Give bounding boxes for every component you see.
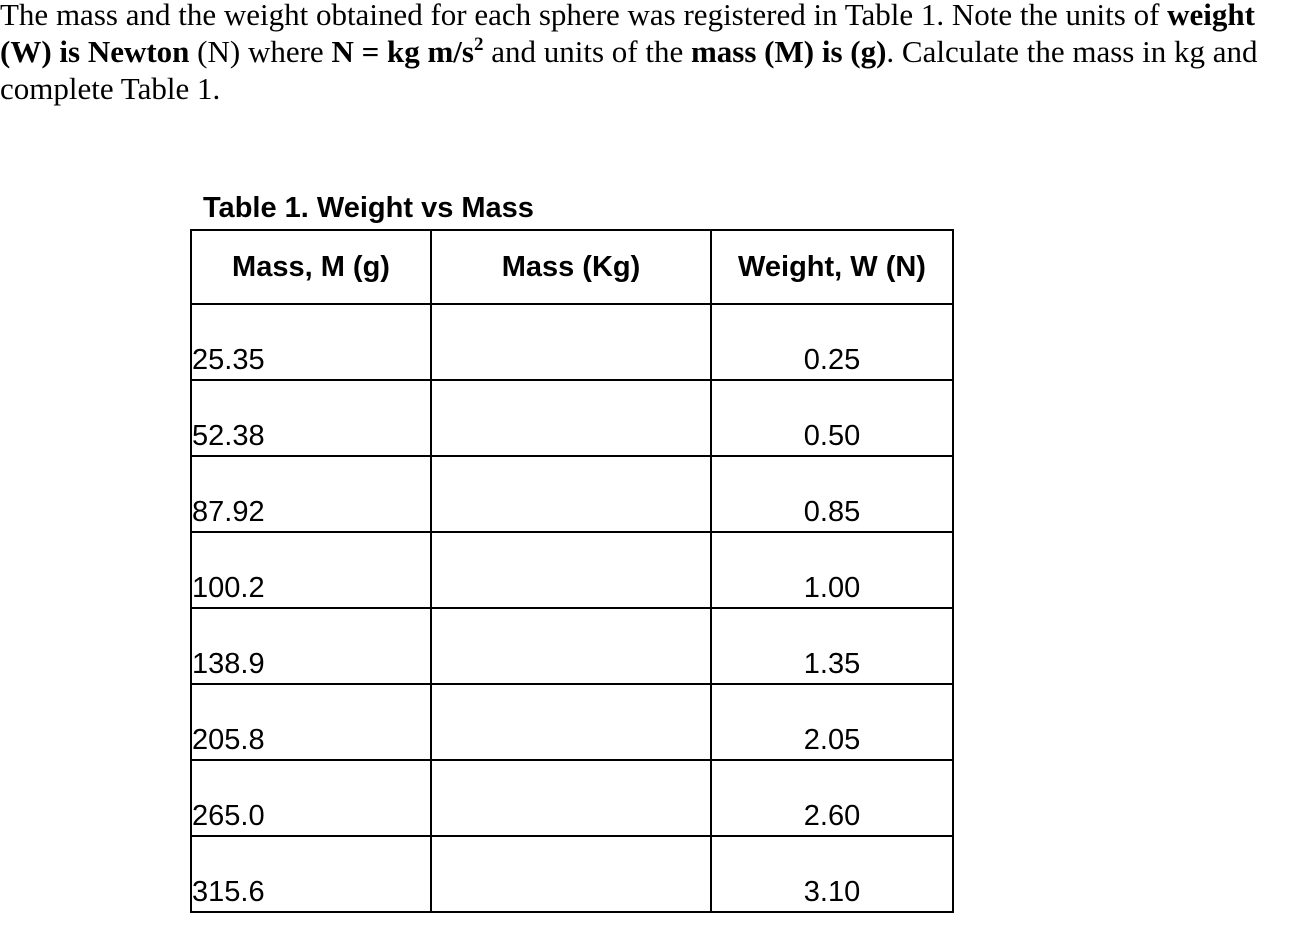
weight-mass-table [190, 229, 954, 913]
intro-text-3: and units of the [483, 34, 691, 69]
cell-mass-g: 52.38 [191, 380, 431, 456]
cell-mass-g: 100.2 [191, 532, 431, 608]
cell-mass-g: 205.8 [191, 684, 431, 760]
intro-bold-mass-unit: mass (M) is (g) [690, 34, 887, 69]
intro-text-1: The mass and the weight obtained for each sphere was registered in Table 1. Note the units of [0, 0, 1168, 32]
cell-mass-kg[interactable] [431, 684, 711, 760]
header-weight-n: Weight, W (N) [711, 230, 953, 304]
cell-weight-n: 0.85 [711, 456, 953, 532]
table-caption: Table 1. Weight vs Mass [203, 192, 534, 224]
instructions-paragraph [0, 0, 1290, 107]
cell-mass-kg[interactable] [431, 380, 711, 456]
cell-mass-g: 315.6 [191, 836, 431, 912]
cell-mass-g: 25.35 [191, 304, 431, 380]
cell-weight-n: 0.50 [711, 380, 953, 456]
cell-mass-g: 87.92 [191, 456, 431, 532]
table-header-row [191, 230, 953, 304]
cell-mass-kg[interactable] [431, 836, 711, 912]
cell-mass-kg[interactable] [431, 532, 711, 608]
table-row [191, 532, 953, 608]
intro-bold-weight-unit: weight (W) is Newton [0, 0, 1255, 69]
cell-weight-n: 2.60 [711, 760, 953, 836]
cell-mass-g: 265.0 [191, 760, 431, 836]
header-mass-g: Mass, M (g) [191, 230, 431, 304]
cell-weight-n: 0.25 [711, 304, 953, 380]
cell-mass-kg[interactable] [431, 304, 711, 380]
table-row [191, 760, 953, 836]
intro-bold-newton-def [331, 34, 483, 69]
intro-text-4: . Calculate the mass in kg and complete Table 1. [0, 34, 1258, 106]
cell-mass-kg[interactable] [431, 760, 711, 836]
cell-mass-g: 138.9 [191, 608, 431, 684]
intro-text-2: (N) where [189, 34, 332, 69]
table-row [191, 380, 953, 456]
header-mass-kg: Mass (Kg) [431, 230, 711, 304]
exponent: 2 [473, 34, 484, 55]
table-row [191, 456, 953, 532]
cell-mass-kg[interactable] [431, 456, 711, 532]
cell-weight-n: 2.05 [711, 684, 953, 760]
table-row [191, 836, 953, 912]
cell-weight-n: 3.10 [711, 836, 953, 912]
table-row [191, 608, 953, 684]
cell-mass-kg[interactable] [431, 608, 711, 684]
cell-weight-n: 1.35 [711, 608, 953, 684]
table-row [191, 684, 953, 760]
cell-weight-n: 1.00 [711, 532, 953, 608]
newton-formula: N = kg m/s [331, 34, 474, 69]
table-row [191, 304, 953, 380]
